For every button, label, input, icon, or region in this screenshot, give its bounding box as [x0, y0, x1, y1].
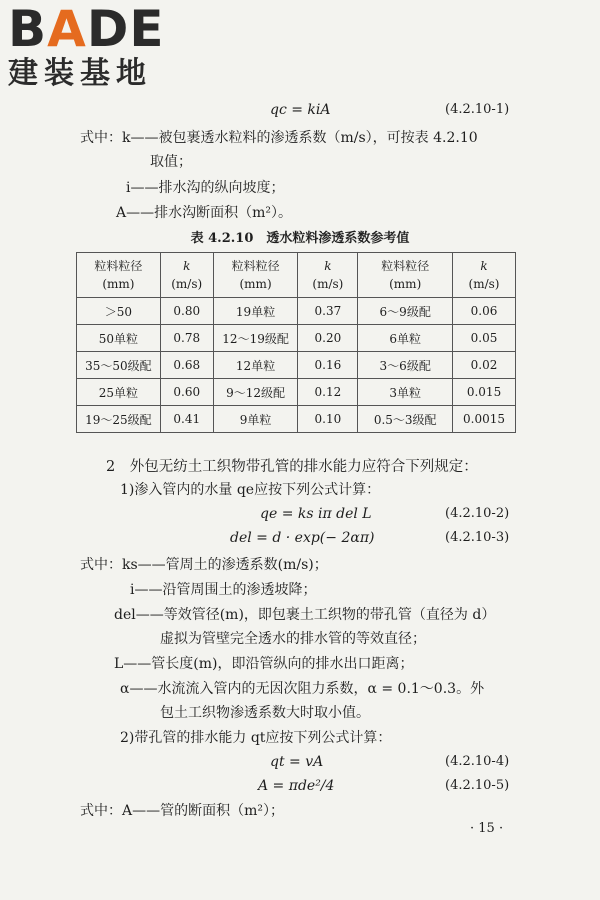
- table-cell: 50单粒: [77, 325, 161, 352]
- table-cell: 0.60: [160, 379, 213, 406]
- header-k-3: k (m/s): [453, 253, 516, 298]
- where-A: A——排水沟断面积（m²）。: [116, 205, 292, 221]
- equation-4-number: (4.2.10-4): [445, 754, 510, 769]
- table-cell: 3单粒: [358, 379, 453, 406]
- table-cell: 12单粒: [213, 352, 298, 379]
- table-cell: 0.68: [160, 352, 213, 379]
- table-cell: 0.10: [298, 406, 358, 433]
- where-ks: 式中：ks——管周土的渗透系数(m/s)；: [80, 557, 328, 573]
- table-cell: 0.015: [453, 379, 516, 406]
- equation-4: qt = vA: [270, 754, 324, 770]
- table-cell: 0.16: [298, 352, 358, 379]
- where-L: L——管长度(m)，即沿管纵向的排水出口距离；: [114, 656, 414, 672]
- table-cell: 19～25级配: [77, 406, 161, 433]
- equation-5: A = πde²/4: [258, 778, 335, 794]
- logo-wordmark: BADE: [8, 0, 165, 58]
- equation-3-number: (4.2.10-3): [445, 530, 510, 545]
- logo-chinese: 建装基地: [8, 56, 152, 91]
- header-k-2: k (m/s): [298, 253, 358, 298]
- table-cell: 0.05: [453, 325, 516, 352]
- table-caption: 表 4.2.10 透水粒料渗透系数参考值: [190, 231, 410, 246]
- table-cell: 6～9级配: [358, 298, 453, 325]
- table-row: [77, 406, 516, 433]
- where-i: i——排水沟的纵向坡度；: [126, 180, 285, 196]
- header-k-1: k (m/s): [160, 253, 213, 298]
- table-header-row: [77, 253, 516, 298]
- table-cell: 0.41: [160, 406, 213, 433]
- table-row: [77, 352, 516, 379]
- table-cell: ＞50: [77, 298, 161, 325]
- table-cell: 0.78: [160, 325, 213, 352]
- equation-1-number: (4.2.10-1): [445, 102, 510, 117]
- header-size-2: 粒料粒径 (mm): [213, 253, 298, 298]
- table-cell: 12～19级配: [213, 325, 298, 352]
- equation-5-number: (4.2.10-5): [445, 778, 510, 793]
- table-cell: 0.06: [453, 298, 516, 325]
- subitem-1: 1)渗入管内的水量 qe应按下列公式计算：: [120, 482, 381, 498]
- equation-2: qe = ks iπ del L: [260, 506, 372, 522]
- equation-2-number: (4.2.10-2): [445, 506, 510, 521]
- subitem-2: 2)带孔管的排水能力 qt应按下列公式计算：: [120, 730, 392, 746]
- table-cell: 6单粒: [358, 325, 453, 352]
- table-cell: 9单粒: [213, 406, 298, 433]
- where-del: del——等效管径(m)，即包裹土工织物的带孔管（直径为 d）: [114, 607, 496, 623]
- table-cell: 0.12: [298, 379, 358, 406]
- table-row: [77, 325, 516, 352]
- bade-logo: [8, 0, 165, 92]
- item-2-heading: 2 外包无纺土工织物带孔管的排水能力应符合下列规定：: [106, 459, 478, 475]
- table-cell: 0.0015: [453, 406, 516, 433]
- table-cell: 35～50级配: [77, 352, 161, 379]
- header-size-1: 粒料粒径 (mm): [77, 253, 161, 298]
- table-row: [77, 379, 516, 406]
- table-row: [77, 298, 516, 325]
- where-k: 式中：k——被包裹透水粒料的渗透系数（m/s），可按表 4.2.10: [80, 130, 478, 146]
- permeability-table: [76, 252, 516, 433]
- table-cell: 0.37: [298, 298, 358, 325]
- table-cell: 0.80: [160, 298, 213, 325]
- equation-3: del = d · exp(− 2απ): [230, 530, 375, 546]
- equation-1: qc = kiA: [270, 102, 331, 118]
- table-cell: 0.20: [298, 325, 358, 352]
- table-cell: 3～6级配: [358, 352, 453, 379]
- table-cell: 19单粒: [213, 298, 298, 325]
- page-number: · 15 ·: [470, 821, 504, 836]
- table-cell: 25单粒: [77, 379, 161, 406]
- where-i2: i——沿管周围土的渗透坡降；: [130, 582, 317, 598]
- where-alpha: α——水流流入管内的无因次阻力系数，α = 0.1～0.3。外: [120, 681, 485, 697]
- where-del-cont: 虚拟为管壁完全透水的排水管的等效直径；: [160, 631, 426, 647]
- table-cell: 0.5～3级配: [358, 406, 453, 433]
- table-cell: 0.02: [453, 352, 516, 379]
- table-cell: 9～12级配: [213, 379, 298, 406]
- where-alpha-cont: 包土工织物渗透系数大时取小值。: [160, 705, 370, 721]
- where-k-cont: 取值；: [150, 154, 192, 170]
- where-A2: 式中：A——管的断面积（m²）；: [80, 803, 284, 819]
- header-size-3: 粒料粒径 (mm): [358, 253, 453, 298]
